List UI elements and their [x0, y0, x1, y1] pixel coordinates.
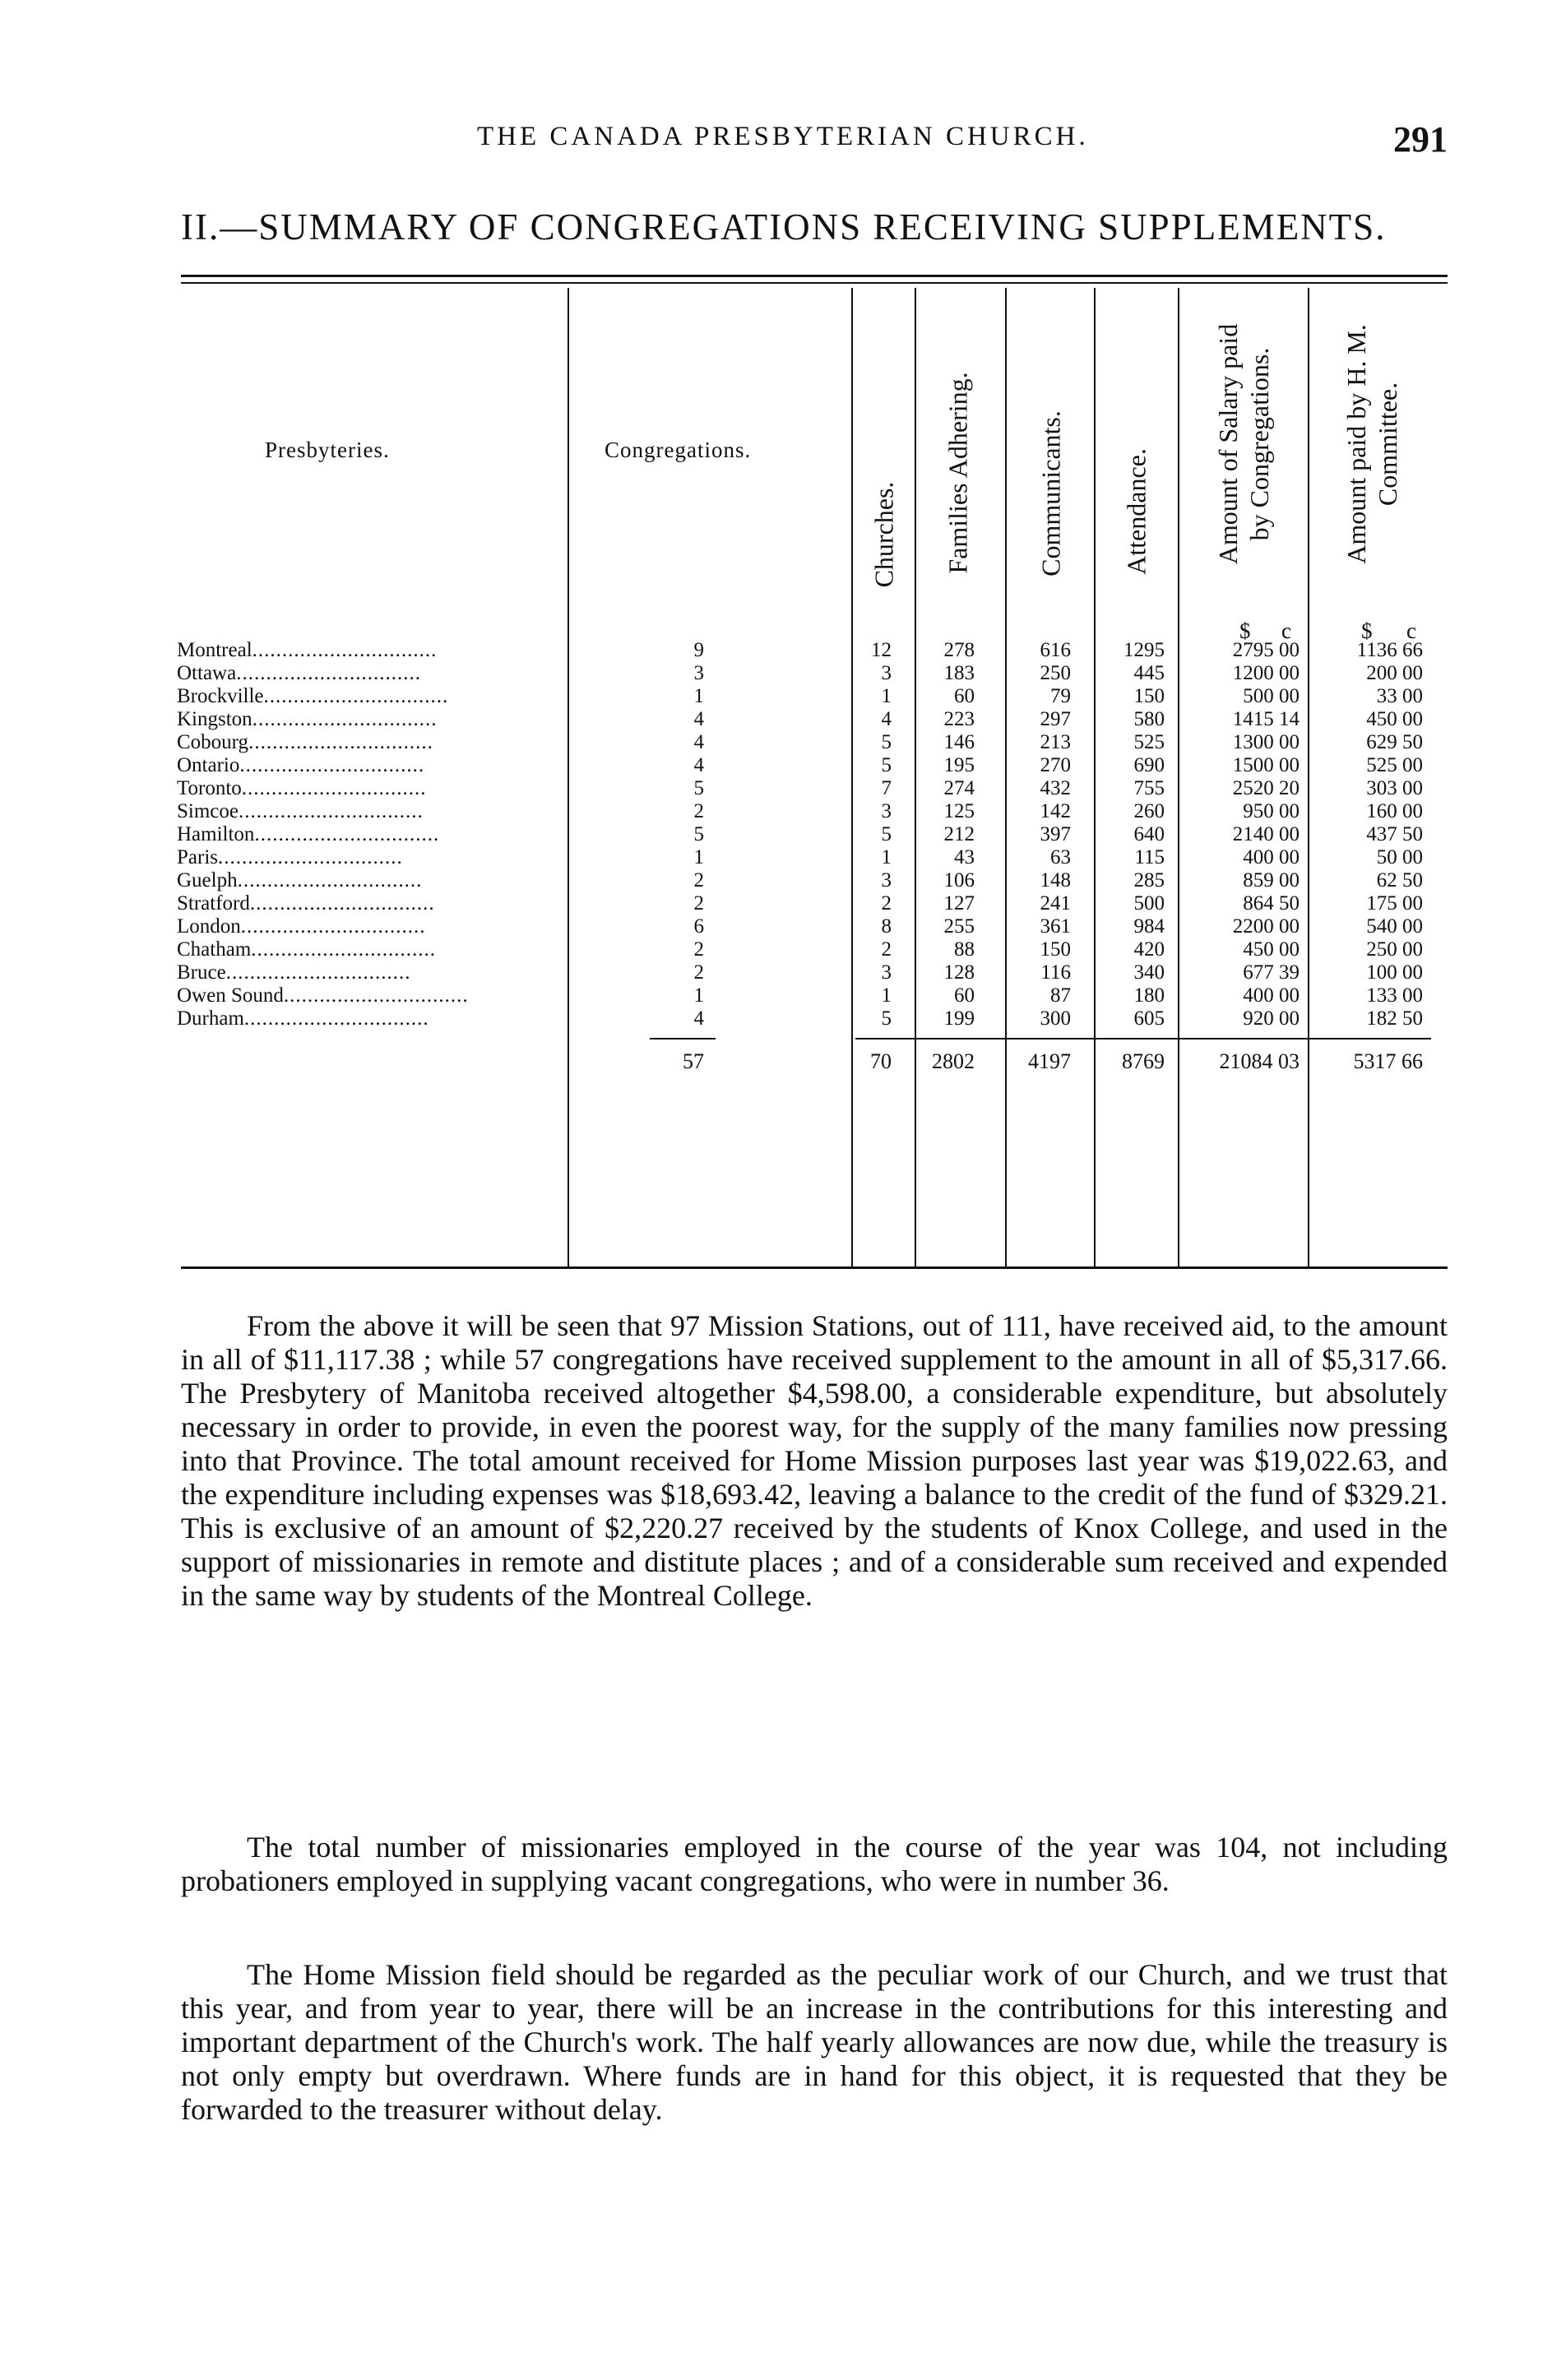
attendance-value: 260: [1133, 800, 1165, 822]
presbytery-name: Hamilton...............................: [177, 824, 440, 845]
hm-value: 540 00: [1366, 915, 1423, 938]
salary-value: 677 39: [1243, 961, 1300, 984]
presbytery-name: Stratford...............................: [177, 893, 435, 914]
churches-value: 5: [881, 823, 892, 845]
total-rule: [650, 1038, 716, 1040]
total-communicants: 4197: [1028, 1049, 1071, 1073]
congregations-value: 1: [693, 984, 704, 1007]
header-salary: [1212, 324, 1275, 564]
attendance-value: 640: [1133, 823, 1165, 845]
unit-hm-cents: c: [1406, 618, 1416, 643]
salary-value: 2200 00: [1232, 915, 1300, 938]
congregations-value: 2: [693, 892, 704, 914]
table-row: [0, 916, 1552, 938]
column-divider: [851, 288, 853, 1266]
header-communicants: Communicants.: [1035, 410, 1066, 576]
unit-salary-dollar: $: [1239, 618, 1251, 643]
salary-value: 950 00: [1243, 800, 1300, 822]
total-families: 2802: [932, 1049, 975, 1073]
table-row: [0, 640, 1552, 661]
hm-value: 525 00: [1366, 754, 1423, 776]
presbytery-name: Guelph...............................: [177, 870, 423, 891]
header-salary-line1: Amount of Salary paid: [1213, 323, 1243, 565]
families-value: 223: [943, 708, 975, 730]
communicants-value: 250: [1040, 662, 1071, 684]
churches-value: 3: [881, 800, 892, 822]
table-row: [0, 663, 1552, 684]
unit-hm-dollar: $: [1361, 618, 1373, 643]
attendance-value: 984: [1133, 915, 1165, 938]
families-value: 278: [943, 639, 975, 661]
total-rule: [855, 1038, 1431, 1040]
total-salary: 21084 03: [1219, 1049, 1300, 1073]
presbytery-name: Toronto...............................: [177, 778, 427, 799]
header-hm: [1341, 324, 1403, 564]
communicants-value: 142: [1040, 800, 1071, 822]
attendance-value: 340: [1133, 961, 1165, 984]
presbytery-name: Kingston...............................: [177, 709, 438, 730]
salary-value: 450 00: [1243, 938, 1300, 961]
attendance-value: 180: [1133, 984, 1165, 1007]
table-row: [0, 709, 1552, 730]
table-row: [0, 732, 1552, 753]
hm-value: 200 00: [1366, 662, 1423, 684]
congregations-value: 5: [693, 777, 704, 799]
total-hm: 5317 66: [1353, 1049, 1423, 1073]
salary-value: 2140 00: [1232, 823, 1300, 845]
presbytery-name: Montreal...............................: [177, 640, 438, 661]
churches-value: 3: [881, 869, 892, 891]
hm-value: 175 00: [1366, 892, 1423, 914]
salary-value: 2520 20: [1232, 777, 1300, 799]
families-value: 106: [943, 869, 975, 891]
churches-value: 1: [881, 846, 892, 868]
presbytery-name: Simcoe...............................: [177, 801, 424, 822]
attendance-value: 605: [1133, 1007, 1165, 1030]
families-value: 88: [954, 938, 975, 961]
column-divider: [1005, 288, 1007, 1266]
attendance-value: 500: [1133, 892, 1165, 914]
congregations-value: 2: [693, 869, 704, 891]
salary-value: 400 00: [1243, 984, 1300, 1007]
section-title: II.—SUMMARY OF CONGREGATIONS RECEIVING SUPPLEMENTS.: [181, 206, 1387, 248]
paragraph-1: From the above it will be seen that 97 Mission Stations, out of 111, have received aid, to the amount in all of $11,117.38 ; while 57 congregations have received supplement to the amount in all of $5,317.66. The Presbytery of Manitoba received altogether $4,598.00, a considerable expenditure, but absolutely necessary in order to provide, in even the poorest way, for the supply of the many families now pressing into that Province. The total amount received for Home Mission purposes last year was $19,022.63, and the expenditure including expenses was $18,693.42, leaving a balance to the credit of the fund of $329.21. This is exclusive of an amount of $2,220.27 received by the students of Knox College, and used in the support of missionaries in remote and distitute places ; and of a considerable sum received and expended in the same way by students of the Montreal College.: [181, 1309, 1448, 1612]
presbytery-name: Brockville...............................: [177, 686, 449, 707]
table-row: [0, 755, 1552, 776]
congregations-value: 9: [693, 639, 704, 661]
communicants-value: 397: [1040, 823, 1071, 845]
families-value: 255: [943, 915, 975, 938]
bottom-rule: [181, 1266, 1448, 1269]
paragraph-2: The total number of missionaries employed in the course of the year was 104, not including probationers employed in supplying vacant congregations, who were in number 36.: [181, 1831, 1448, 1897]
communicants-value: 116: [1040, 961, 1071, 984]
header-families: Families Adhering.: [943, 372, 973, 574]
salary-value: 1415 14: [1232, 708, 1300, 730]
header-congregations: Congregations.: [605, 438, 752, 462]
congregations-value: 3: [693, 662, 704, 684]
salary-value: 500 00: [1243, 685, 1300, 707]
salary-value: 864 50: [1243, 892, 1300, 914]
header-hm-line1: Amount paid by H. M.: [1341, 324, 1371, 564]
column-divider: [568, 288, 569, 1266]
families-value: 195: [943, 754, 975, 776]
churches-value: 3: [881, 662, 892, 684]
communicants-value: 241: [1040, 892, 1071, 914]
page-number: 291: [1393, 119, 1448, 160]
attendance-value: 285: [1133, 869, 1165, 891]
header-salary-line2: by Congregations.: [1244, 347, 1274, 541]
churches-value: 2: [881, 892, 892, 914]
congregations-value: 4: [693, 754, 704, 776]
table-row: [0, 801, 1552, 822]
communicants-value: 148: [1040, 869, 1071, 891]
congregations-value: 6: [693, 915, 704, 938]
congregations-value: 5: [693, 823, 704, 845]
communicants-value: 432: [1040, 777, 1071, 799]
churches-value: 7: [881, 777, 892, 799]
churches-value: 12: [871, 639, 892, 661]
table-row: [0, 847, 1552, 868]
running-title: THE CANADA PRESBYTERIAN CHURCH.: [477, 122, 1089, 151]
top-rule-thin: [181, 282, 1448, 284]
communicants-value: 63: [1050, 846, 1071, 868]
column-divider: [915, 288, 916, 1266]
table-row: [0, 985, 1552, 1007]
presbytery-name: Bruce...............................: [177, 962, 411, 984]
congregations-value: 2: [693, 938, 704, 961]
communicants-value: 213: [1040, 731, 1071, 753]
communicants-value: 361: [1040, 915, 1071, 938]
salary-value: 1500 00: [1232, 754, 1300, 776]
header-presbyteries: Presbyteries.: [265, 438, 390, 462]
families-value: 60: [954, 984, 975, 1007]
running-head: [181, 119, 1448, 171]
total-churches: 70: [870, 1049, 892, 1073]
hm-value: 437 50: [1366, 823, 1423, 845]
congregations-value: 4: [693, 731, 704, 753]
presbytery-name: Paris...............................: [177, 847, 403, 868]
presbytery-name: Durham...............................: [177, 1008, 429, 1030]
attendance-value: 1295: [1123, 639, 1165, 661]
communicants-value: 297: [1040, 708, 1071, 730]
presbytery-name: Ontario...............................: [177, 755, 425, 776]
families-value: 128: [943, 961, 975, 984]
communicants-value: 79: [1050, 685, 1071, 707]
totals-row: [0, 1049, 1552, 1074]
hm-value: 50 00: [1376, 846, 1423, 868]
families-value: 127: [943, 892, 975, 914]
table-row: [0, 686, 1552, 707]
salary-value: 400 00: [1243, 846, 1300, 868]
communicants-value: 270: [1040, 754, 1071, 776]
header-attendance: Attendance.: [1121, 448, 1151, 575]
congregations-value: 4: [693, 708, 704, 730]
hm-value: 1136 66: [1356, 639, 1423, 661]
congregations-value: 2: [693, 961, 704, 984]
churches-value: 2: [881, 938, 892, 961]
table-row: [0, 962, 1552, 984]
churches-value: 1: [881, 685, 892, 707]
header-churches: Churches.: [869, 481, 899, 588]
communicants-value: 150: [1040, 938, 1071, 961]
congregations-value: 1: [693, 846, 704, 868]
hm-value: 182 50: [1366, 1007, 1423, 1030]
families-value: 199: [943, 1007, 975, 1030]
table-row: [0, 1008, 1552, 1030]
attendance-value: 690: [1133, 754, 1165, 776]
column-divider: [1308, 288, 1309, 1266]
table-row: [0, 870, 1552, 891]
column-divider: [1094, 288, 1096, 1266]
column-divider: [1178, 288, 1179, 1266]
salary-value: 1300 00: [1232, 731, 1300, 753]
hm-value: 62 50: [1376, 869, 1423, 891]
hm-value: 629 50: [1366, 731, 1423, 753]
churches-value: 4: [881, 708, 892, 730]
churches-value: 5: [881, 754, 892, 776]
churches-value: 5: [881, 1007, 892, 1030]
hm-value: 303 00: [1366, 777, 1423, 799]
presbytery-name: Ottawa...............................: [177, 663, 421, 684]
communicants-value: 87: [1050, 984, 1071, 1007]
communicants-value: 616: [1040, 639, 1071, 661]
attendance-value: 580: [1133, 708, 1165, 730]
churches-value: 1: [881, 984, 892, 1007]
attendance-value: 150: [1133, 685, 1165, 707]
attendance-value: 755: [1133, 777, 1165, 799]
congregations-value: 1: [693, 685, 704, 707]
congregations-value: 4: [693, 1007, 704, 1030]
hm-value: 100 00: [1366, 961, 1423, 984]
salary-value: 1200 00: [1232, 662, 1300, 684]
families-value: 43: [954, 846, 975, 868]
families-value: 183: [943, 662, 975, 684]
unit-salary-cents: c: [1281, 618, 1291, 643]
presbytery-name: Cobourg...............................: [177, 732, 433, 753]
hm-value: 33 00: [1376, 685, 1423, 707]
congregations-value: 2: [693, 800, 704, 822]
attendance-value: 445: [1133, 662, 1165, 684]
table-row: [0, 939, 1552, 961]
total-congregations: 57: [683, 1049, 704, 1073]
families-value: 274: [943, 777, 975, 799]
churches-value: 8: [881, 915, 892, 938]
families-value: 60: [954, 685, 975, 707]
presbytery-name: Chatham...............................: [177, 939, 437, 961]
hm-value: 450 00: [1366, 708, 1423, 730]
churches-value: 5: [881, 731, 892, 753]
top-rule: [181, 275, 1448, 277]
families-value: 125: [943, 800, 975, 822]
presbytery-name: Owen Sound...............................: [177, 985, 469, 1007]
table-row: [0, 824, 1552, 845]
salary-value: 859 00: [1243, 869, 1300, 891]
hm-value: 133 00: [1366, 984, 1423, 1007]
table-row: [0, 778, 1552, 799]
communicants-value: 300: [1040, 1007, 1071, 1030]
salary-value: 2795 00: [1232, 639, 1300, 661]
paragraph-3: The Home Mission field should be regarded as the peculiar work of our Church, and we trust that this year, and from year to year, there will be an increase in the contributions for this interesting and important department of the Church's work. The half yearly allowances are now due, while the treasury is not only empty but overdrawn. Where funds are in hand for this object, it is requested that they be forwarded to the treasurer without delay.: [181, 1958, 1448, 2126]
table-row: [0, 893, 1552, 914]
hm-value: 250 00: [1366, 938, 1423, 961]
attendance-value: 420: [1133, 938, 1165, 961]
presbytery-name: London...............................: [177, 916, 426, 938]
attendance-value: 115: [1134, 846, 1165, 868]
churches-value: 3: [881, 961, 892, 984]
salary-value: 920 00: [1243, 1007, 1300, 1030]
hm-value: 160 00: [1366, 800, 1423, 822]
total-attendance: 8769: [1122, 1049, 1165, 1073]
attendance-value: 525: [1133, 731, 1165, 753]
families-value: 146: [943, 731, 975, 753]
header-hm-line2: Committee.: [1373, 382, 1402, 507]
families-value: 212: [943, 823, 975, 845]
